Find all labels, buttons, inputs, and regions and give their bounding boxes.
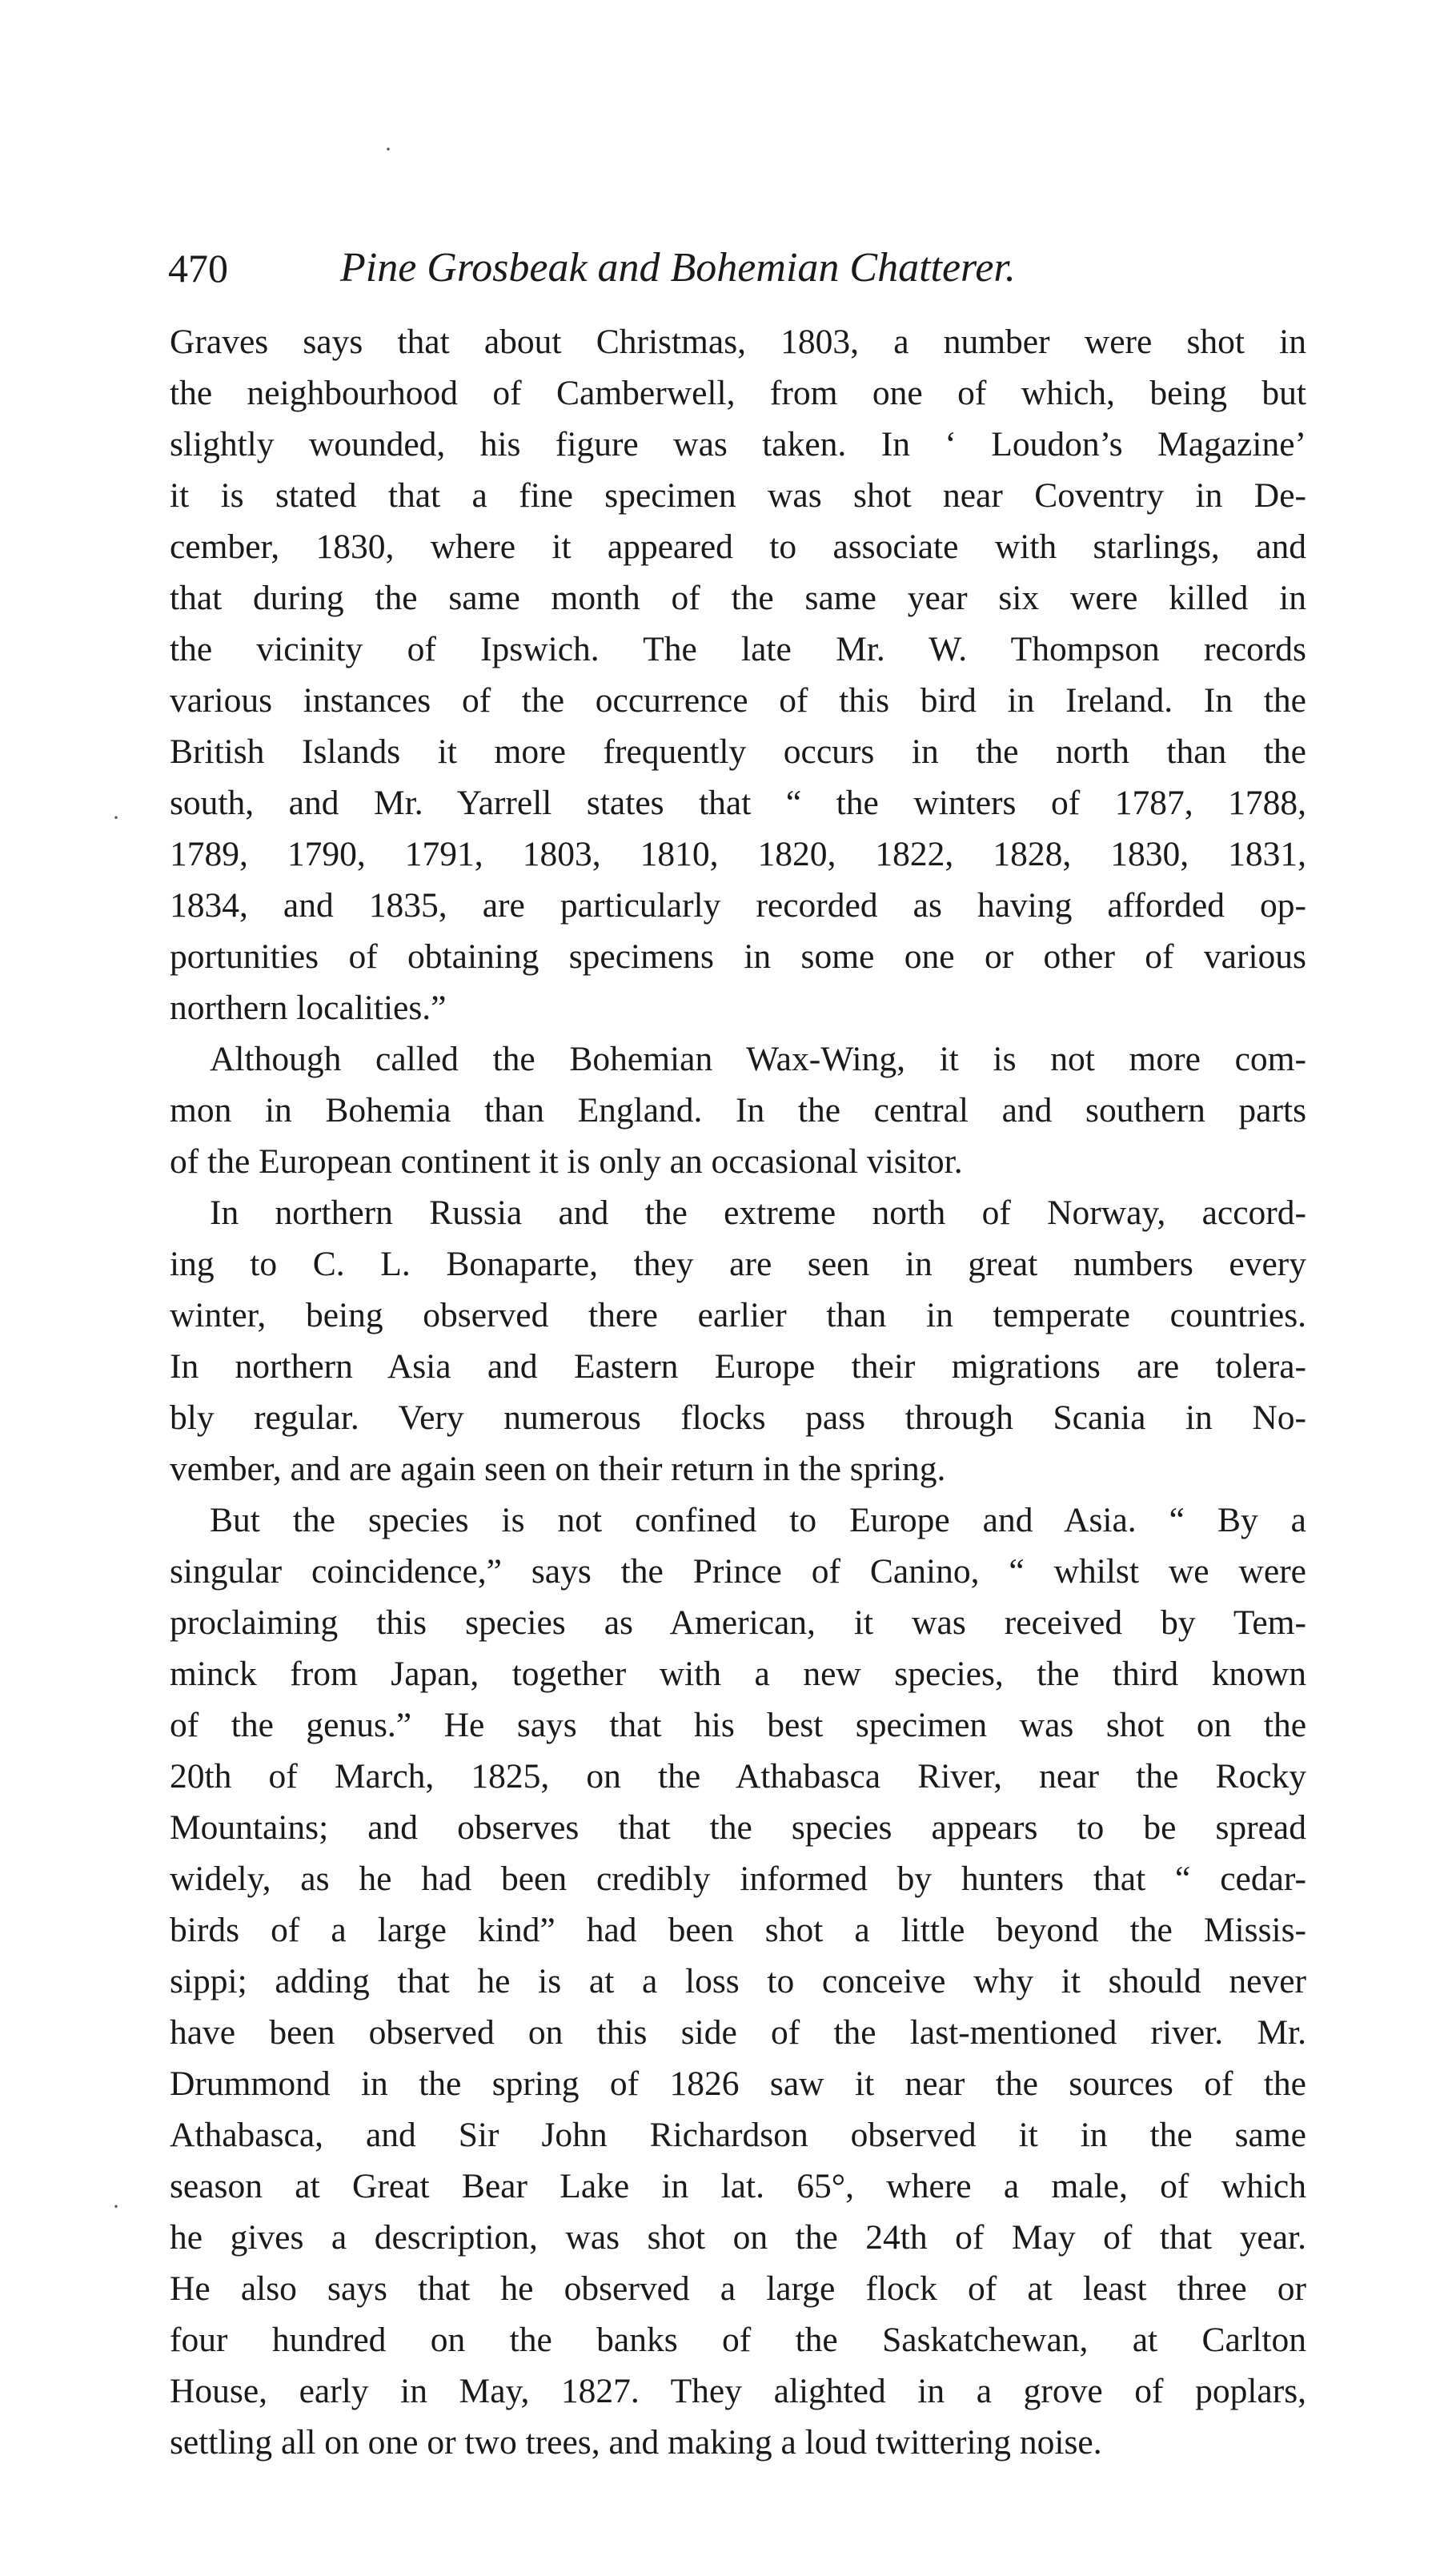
text-line: portunities of obtaining specimens in some one or other of various bbox=[170, 937, 1306, 976]
text-line: vember, and are again seen on their return in the spring. bbox=[170, 1450, 946, 1488]
text-line: of the genus.” He says that his best specimen was shot on the bbox=[170, 1706, 1306, 1744]
text-line: south, and Mr. Yarrell states that “ the winters of 1787, 1788, bbox=[170, 784, 1306, 822]
text-line: In northern Asia and Eastern Europe their migrations are tolera- bbox=[170, 1347, 1306, 1386]
text-line: various instances of the occurrence of this bird in Ireland. In the bbox=[170, 681, 1306, 720]
page-header bbox=[168, 232, 1305, 304]
text-line: He also says that he observed a large flock of at least three or bbox=[170, 2269, 1306, 2308]
text-line: 1789, 1790, 1791, 1803, 1810, 1820, 1822, 1828, 1830, 1831, bbox=[170, 835, 1306, 873]
scan-speck: · bbox=[384, 136, 392, 163]
text-line: proclaiming this species as American, it was received by Tem- bbox=[170, 1603, 1306, 1642]
text-line: of the European continent it is only an occasional visitor. bbox=[170, 1142, 963, 1181]
text-line: have been observed on this side of the last-mentioned river. Mr. bbox=[170, 2013, 1306, 2052]
text-line: Graves says that about Christmas, 1803, a number were shot in bbox=[170, 323, 1306, 361]
text-line: Mountains; and observes that the species appears to be spread bbox=[170, 1808, 1306, 1847]
text-line: British Islands it more frequently occurs in the north than the bbox=[170, 732, 1306, 771]
scan-speck: · bbox=[112, 805, 120, 831]
text-line: cember, 1830, where it appeared to associate with starlings, and bbox=[170, 528, 1306, 566]
text-line: minck from Japan, together with a new species, the third known bbox=[170, 1655, 1306, 1693]
text-line: settling all on one or two trees, and making a loud twittering noise. bbox=[170, 2423, 1102, 2462]
text-line: winter, being observed there earlier than in temperate countries. bbox=[170, 1296, 1306, 1334]
paragraph-2 bbox=[170, 1033, 1306, 1187]
text-line: singular coincidence,” says the Prince of Canino, “ whilst we were bbox=[170, 1552, 1306, 1591]
text-line: slightly wounded, his figure was taken. In ‘ Loudon’s Magazine’ bbox=[170, 425, 1306, 463]
text-line: four hundred on the banks of the Saskatchewan, at Carlton bbox=[170, 2321, 1306, 2359]
text-line: House, early in May, 1827. They alighted in a grove of poplars, bbox=[170, 2372, 1306, 2410]
text-line: sippi; adding that he is at a loss to conceive why it should never bbox=[170, 1962, 1306, 2000]
text-line: the neighbourhood of Camberwell, from one of which, being but bbox=[170, 374, 1306, 412]
text-line: mon in Bohemia than England. In the central and southern parts bbox=[170, 1091, 1306, 1130]
text-line: Although called the Bohemian Wax-Wing, it is not more com- bbox=[210, 1040, 1306, 1078]
text-line: birds of a large kind” had been shot a little beyond the Missis- bbox=[170, 1911, 1306, 1949]
text-line: In northern Russia and the extreme north of Norway, accord- bbox=[210, 1194, 1306, 1232]
text-line: 20th of March, 1825, on the Athabasca River, near the Rocky bbox=[170, 1757, 1306, 1796]
text-line: the vicinity of Ipswich. The late Mr. W. Thompson records bbox=[170, 630, 1306, 668]
text-line: widely, as he had been credibly informed by hunters that “ cedar- bbox=[170, 1860, 1306, 1898]
text-line: that during the same month of the same year six were killed in bbox=[170, 579, 1306, 617]
text-line: But the species is not confined to Europe and Asia. “ By a bbox=[210, 1501, 1306, 1539]
paragraph-1 bbox=[170, 316, 1306, 1033]
text-line: season at Great Bear Lake in lat. 65°, where a male, of which bbox=[170, 2167, 1306, 2205]
paragraph-3 bbox=[170, 1187, 1306, 1495]
text-line: Drummond in the spring of 1826 saw it near the sources of the bbox=[170, 2064, 1306, 2103]
paragraph-4 bbox=[170, 1495, 1306, 2468]
body-text bbox=[170, 316, 1306, 2468]
text-line: Athabasca, and Sir John Richardson observed it in the same bbox=[170, 2116, 1306, 2154]
text-line: 1834, and 1835, are particularly recorded as having afforded op- bbox=[170, 886, 1306, 925]
running-title: Pine Grosbeak and Bohemian Chatterer. bbox=[340, 245, 1016, 291]
text-line: he gives a description, was shot on the 24th of May of that year. bbox=[170, 2218, 1306, 2257]
text-line: it is stated that a fine specimen was shot near Coventry in De- bbox=[170, 476, 1306, 515]
text-line: northern localities.” bbox=[170, 989, 447, 1027]
scan-speck: · bbox=[112, 2193, 120, 2220]
text-line: bly regular. Very numerous flocks pass through Scania in No- bbox=[170, 1398, 1306, 1437]
text-line: ing to C. L. Bonaparte, they are seen in great numbers every bbox=[170, 1245, 1306, 1283]
page-number: 470 bbox=[168, 246, 228, 291]
